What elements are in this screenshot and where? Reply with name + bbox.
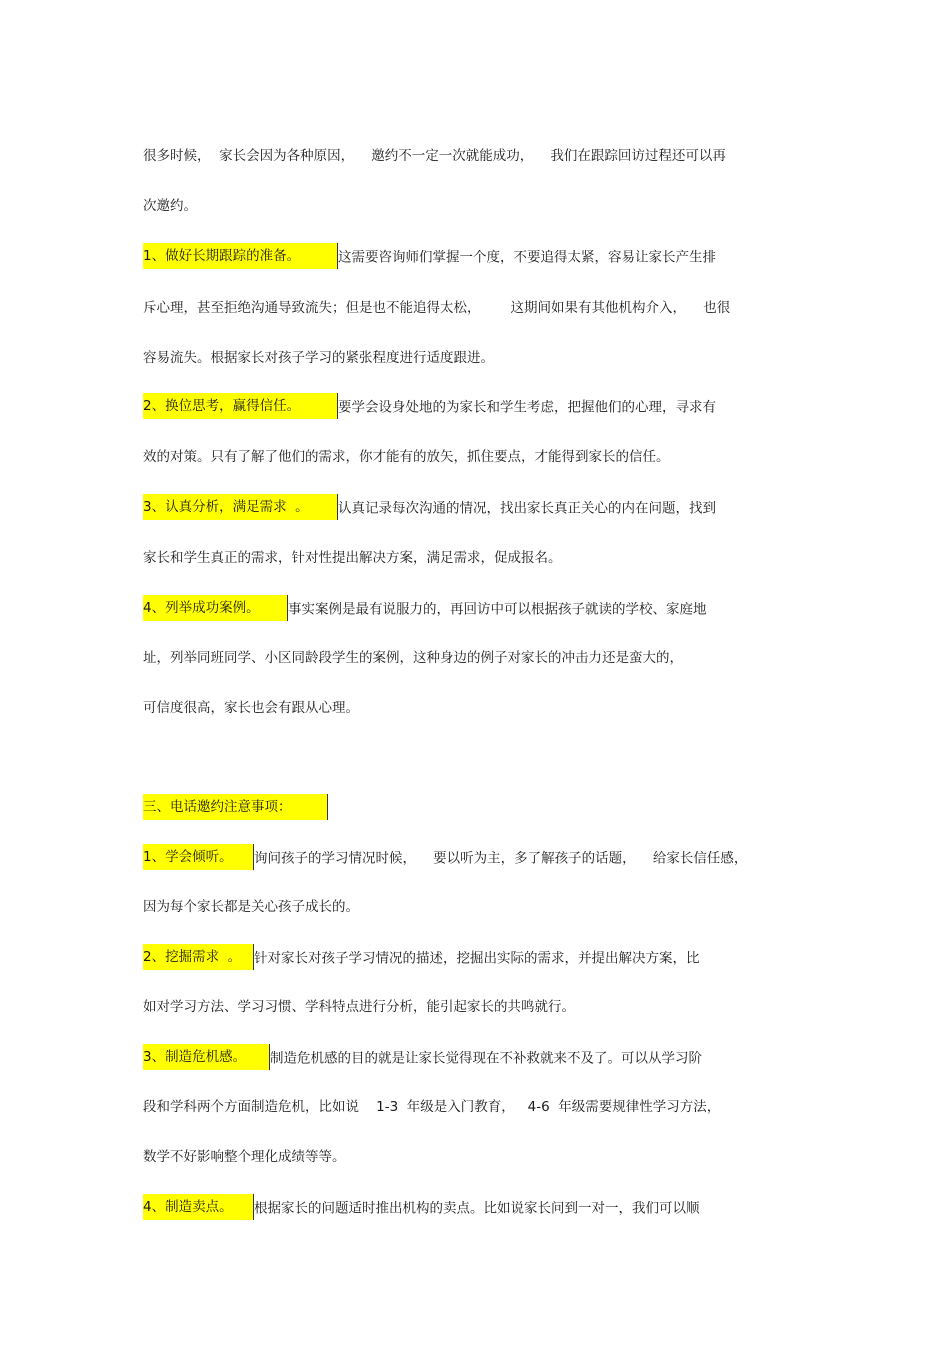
paragraph-line: 斥心理，甚至拒绝沟通导致流失；但是也不能追得太松， 这期间如果有其他机构介入， 也很 bbox=[143, 299, 731, 316]
heading-continuation: 根据家长的问题适时推出机构的卖点。比如说家长问到一对一，我们可以顺 bbox=[254, 1200, 700, 1216]
highlighted-heading: 3、认真分析，满足需求 。 bbox=[143, 494, 338, 520]
heading-line bbox=[143, 246, 716, 269]
heading-line bbox=[143, 1047, 702, 1070]
heading-line bbox=[143, 497, 716, 520]
paragraph-line: 可信度很高，家长也会有跟从心理。 bbox=[143, 699, 359, 716]
heading-line bbox=[143, 396, 716, 419]
heading-line bbox=[143, 598, 707, 621]
paragraph-line: 如对学习方法、学习习惯、学科特点进行分析，能引起家长的共鸣就行。 bbox=[143, 998, 575, 1015]
highlighted-heading: 2、挖掘需求 。 bbox=[143, 944, 254, 970]
paragraph-line: 数学不好影响整个理化成绩等等。 bbox=[143, 1148, 346, 1165]
heading-continuation: 认真记录每次沟通的情况，找出家长真正关心的内在问题，找到 bbox=[338, 500, 716, 516]
highlighted-heading: 1、做好长期跟踪的准备。 bbox=[143, 243, 338, 269]
heading-continuation: 制造危机感的目的就是让家长觉得现在不补救就来不及了。可以从学习阶 bbox=[270, 1050, 702, 1066]
heading-continuation: 询问孩子的学习情况时候， 要以听为主，多了解孩子的话题， 给家长信任感， bbox=[254, 850, 748, 866]
highlighted-heading: 3、制造危机感。 bbox=[143, 1044, 270, 1070]
paragraph-line: 很多时候， 家长会因为各种原因， 邀约不一定一次就能成功， 我们在跟踪回访过程还可以再 bbox=[143, 147, 726, 164]
paragraph-line: 址，列举同班同学、小区同龄段学生的案例，这种身边的例子对家长的冲击力还是蛮大的， bbox=[143, 649, 683, 666]
highlighted-heading: 2、换位思考，赢得信任。 bbox=[143, 393, 338, 419]
heading-line bbox=[143, 947, 700, 970]
paragraph-line: 因为每个家长都是关心孩子成长的。 bbox=[143, 898, 359, 915]
highlighted-heading: 1、学会倾听。 bbox=[143, 844, 254, 870]
paragraph-line: 容易流失。根据家长对孩子学习的紧张程度进行适度跟进。 bbox=[143, 349, 494, 366]
highlighted-heading: 4、列举成功案例。 bbox=[143, 595, 288, 621]
paragraph-line: 效的对策。只有了解了他们的需求，你才能有的放矢，抓住要点，才能得到家长的信任。 bbox=[143, 448, 670, 465]
heading-continuation: 事实案例是最有说服力的，再回访中可以根据孩子就读的学校、家庭地 bbox=[288, 601, 707, 617]
paragraph-line: 次邀约。 bbox=[143, 197, 197, 214]
section-heading-line bbox=[143, 797, 328, 820]
highlighted-heading: 4、制造卖点。 bbox=[143, 1194, 254, 1220]
heading-continuation: 这需要咨询师们掌握一个度，不要追得太紧，容易让家长产生排 bbox=[338, 249, 716, 265]
paragraph-line: 家长和学生真正的需求，针对性提出解决方案，满足需求，促成报名。 bbox=[143, 549, 562, 566]
heading-continuation: 针对家长对孩子学习情况的描述，挖掘出实际的需求，并提出解决方案，比 bbox=[254, 950, 700, 966]
heading-line bbox=[143, 847, 747, 870]
highlighted-section-heading: 三、电话邀约注意事项： bbox=[143, 794, 328, 820]
heading-line bbox=[143, 1197, 700, 1220]
paragraph-line: 段和学科两个方面制造危机，比如说 1-3 年级是入门教育， 4-6 年级需要规律性学习方法， bbox=[143, 1098, 721, 1115]
heading-continuation: 要学会设身处地的为家长和学生考虑，把握他们的心理，寻求有 bbox=[338, 399, 716, 415]
